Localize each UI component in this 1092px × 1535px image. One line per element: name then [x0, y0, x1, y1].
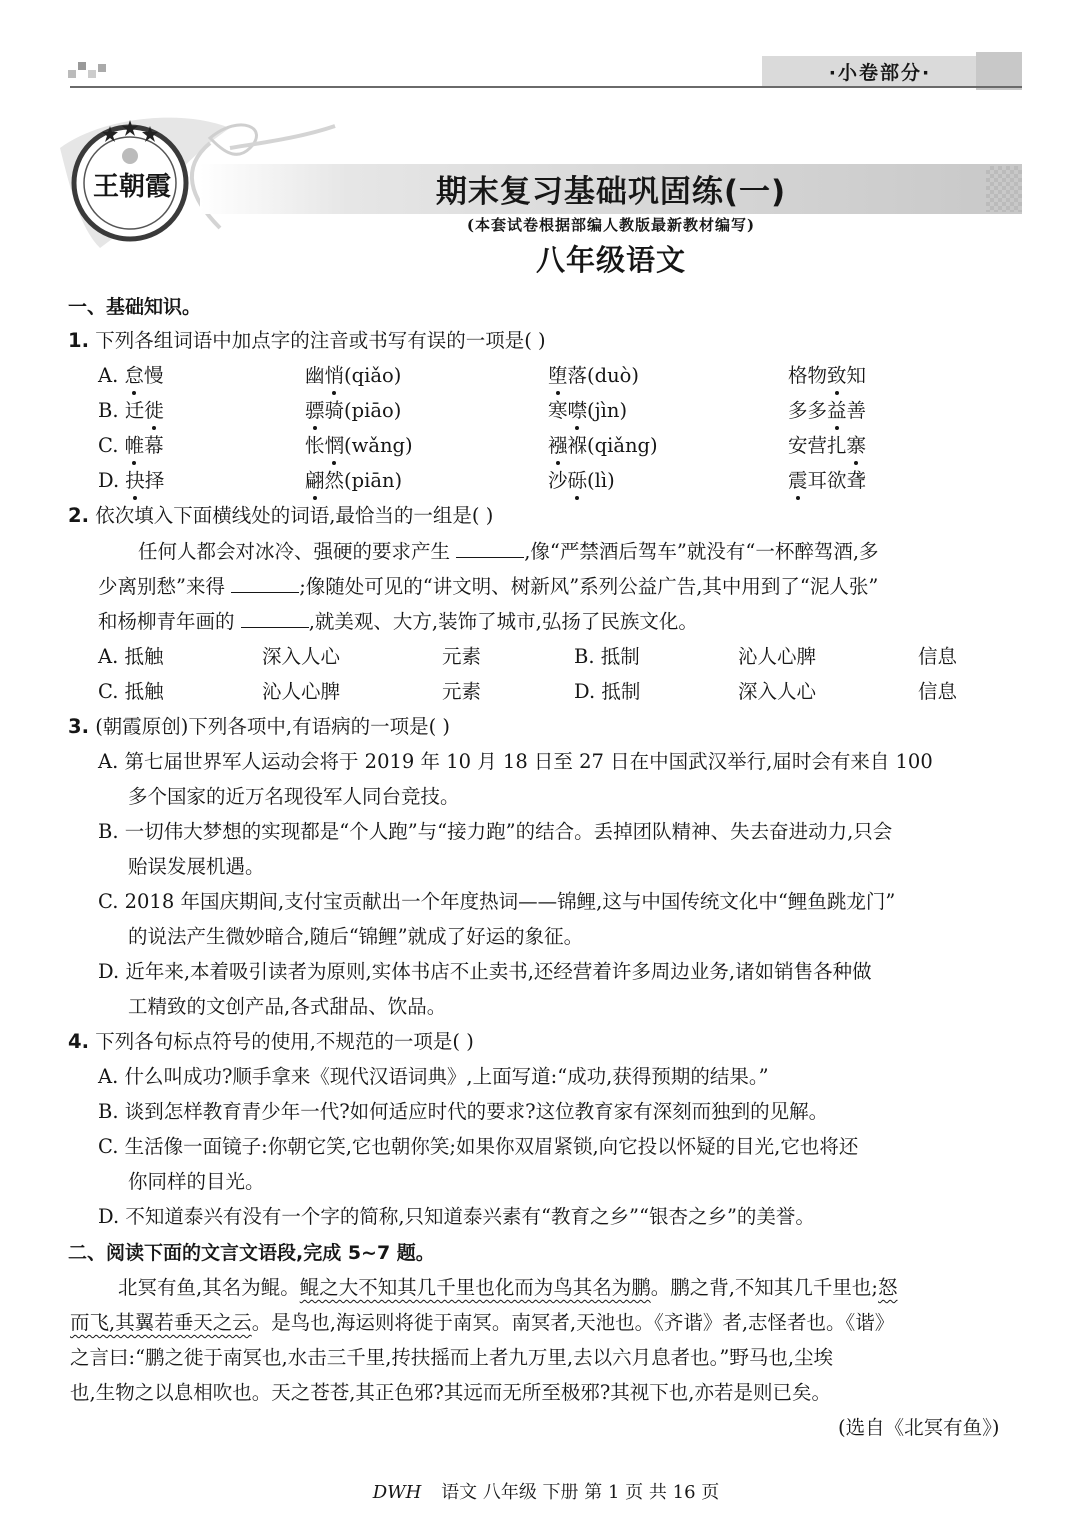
- section-heading-classical-reading: 二、阅读下面的文言文语段,完成 5~7 题。: [68, 1242, 435, 1264]
- q1-option-c-word1: C. 帷幕: [98, 430, 164, 458]
- q1-option-b-word2: 骠骑(piāo): [305, 395, 401, 423]
- q3-option-c-line-2: 的说法产生微妙暗合,随后“锦鲤”就成了好运的象征。: [128, 925, 584, 948]
- classical-text: 北冥有鱼,其名为鲲。: [118, 1276, 300, 1299]
- q4-option-d: D. 不知道泰兴有没有一个字的简称,只知道泰兴素有“教育之乡”“银杏之乡”的美誉。: [98, 1205, 815, 1228]
- q4-option-a: A. 什么叫成功?顺手拿来《现代汉语词典》,上面写道:“成功,获得预期的结果。”: [98, 1065, 769, 1088]
- q2-option-d-3: 信息: [918, 680, 958, 703]
- wavy-underlined-sentence: 怒: [878, 1276, 898, 1299]
- q2-passage-line-1: [138, 536, 879, 564]
- q2-passage-line-2: [98, 571, 878, 599]
- answer-blank: [231, 574, 299, 593]
- q4-option-b: B. 谈到怎样教育青少年一代?如何适应时代的要求?这位教育家有深刻而独到的见解。: [98, 1100, 829, 1123]
- classical-line-4: 也,生物之以息相吹也。天之苍苍,其正色邪?其远而无所至极邪?其视下也,亦若是则已矣。: [70, 1381, 832, 1404]
- q3-option-c-line-1: C. 2018 年国庆期间,支付宝贡献出一个年度热词——锦鲤,这与中国传统文化中“鲤鱼跳龙门”: [98, 890, 896, 913]
- passage-text: ,像“严禁酒后驾车”就没有“一杯醉驾酒,多: [524, 540, 879, 563]
- q1-option-c-word4: 安营扎寨: [788, 430, 866, 458]
- section-heading-basics: 一、基础知识。: [68, 296, 202, 318]
- q2-option-d-2: 深入人心: [738, 680, 817, 703]
- q3-option-a-line-1: A. 第七届世界军人运动会将于 2019 年 10 月 18 日至 27 日在中国武汉举行,届时会有来自 100: [98, 750, 933, 773]
- header-rule: [70, 86, 1022, 88]
- passage-text: 少离别愁”来得: [98, 575, 225, 598]
- classical-text: 。是鸟也,海运则将徙于南冥。南冥者,天池也。《齐谐》者,志怪者也。《谐》: [251, 1311, 895, 1334]
- footer-page-info: 语文 八年级 下册 第 1 页 共 16 页: [441, 1482, 720, 1503]
- q2-option-c-2: 沁人心脾: [262, 680, 341, 703]
- q1-option-a-word2: 幽悄(qiǎo): [305, 360, 401, 388]
- wavy-underlined-sentence: 鲲之大不知其几千里也化而为鸟其名为鹏: [299, 1276, 651, 1299]
- page-title: 期末复习基础巩固练(一): [435, 174, 787, 210]
- q1-option-b-word3: 寒噤(jìn): [548, 395, 627, 423]
- passage-text: 和杨柳青年画的: [98, 610, 235, 633]
- q3-option-a-line-2: 多个国家的近万名现役军人同台竞技。: [128, 785, 460, 808]
- q2-option-a-1: A. 抵触: [98, 645, 164, 668]
- page-footer: [0, 1478, 1092, 1504]
- q1-option-d-word4: 震耳欲聋: [788, 465, 866, 493]
- question-stem: 下列各组词语中加点字的注音或书写有误的一项是( ): [95, 329, 546, 352]
- question-2: [68, 500, 493, 528]
- classical-line-3: 之言曰:“鹏之徙于南冥也,水击三千里,抟扶摇而上者九万里,去以六月息者也。”野马也,尘埃: [70, 1346, 834, 1369]
- corner-decoration: [68, 62, 108, 84]
- q1-option-a-word4: 格物致知: [788, 360, 866, 388]
- q1-option-a-word3: 堕落(duò): [548, 360, 639, 388]
- classical-source: (选自《北冥有鱼》): [838, 1416, 1000, 1439]
- q3-option-b-line-1: B. 一切伟大梦想的实现都是“个人跑”与“接力跑”的结合。丢掉团队精神、失去奋进动力,只会: [98, 820, 893, 843]
- q1-option-b-word1: B. 迁徙: [98, 395, 164, 423]
- q1-option-d-word2: 翩然(piān): [305, 465, 402, 493]
- logo-text: 王朝霞: [92, 172, 171, 202]
- grade-subject-title: 八年级语文: [535, 243, 686, 277]
- question-stem: 下列各句标点符号的使用,不规范的一项是( ): [95, 1030, 474, 1053]
- q2-option-c-1: C. 抵触: [98, 680, 164, 703]
- header-tab-accent: [976, 52, 1022, 90]
- question-3: [68, 711, 450, 739]
- q3-option-d-line-2: 工精致的文创产品,各式甜品、饮品。: [128, 995, 447, 1018]
- passage-text: 任何人都会对冰冷、强硬的要求产生: [138, 540, 451, 563]
- q2-option-a-2: 深入人心: [262, 645, 341, 668]
- q2-passage-line-3: [98, 606, 698, 634]
- q2-option-b-3: 信息: [918, 645, 958, 668]
- answer-blank: [456, 539, 524, 558]
- q1-option-b-word4: 多多益善: [788, 395, 866, 423]
- q2-option-a-3: 元素: [442, 645, 482, 668]
- passage-text: ,就美观、大方,装饰了城市,弘扬了民族文化。: [308, 610, 698, 633]
- q2-option-d-1: D. 抵制: [574, 680, 641, 703]
- answer-blank: [241, 609, 309, 628]
- question-number: 1.: [68, 329, 89, 352]
- wavy-underlined-sentence: 而飞,其翼若垂天之云: [70, 1311, 252, 1334]
- q2-option-b-1: B. 抵制: [574, 645, 640, 668]
- q4-option-c-line-2: 你同样的目光。: [128, 1170, 265, 1193]
- question-stem: (朝霞原创)下列各项中,有语病的一项是( ): [95, 715, 451, 738]
- question-1: [68, 325, 546, 353]
- question-number: 3.: [68, 715, 89, 738]
- question-stem: 依次填入下面横线处的词语,最恰当的一组是( ): [95, 504, 494, 527]
- question-number: 2.: [68, 504, 89, 527]
- question-number: 4.: [68, 1030, 89, 1053]
- q1-option-c-word3: 襁褓(qiǎng): [548, 430, 658, 458]
- q2-option-c-3: 元素: [442, 680, 482, 703]
- footer-code: DWH: [372, 1482, 422, 1503]
- q1-option-d-word3: 沙砾(lì): [548, 465, 615, 493]
- classical-line-1: [118, 1272, 898, 1300]
- q4-option-c-line-1: C. 生活像一面镜子:你朝它笑,它也朝你笑;如果你双眉紧锁,向它投以怀疑的目光,它也将还: [98, 1135, 859, 1158]
- q2-option-b-2: 沁人心脾: [738, 645, 817, 668]
- q1-option-d-word1: D. 抉择: [98, 465, 164, 493]
- section-tab-label: ·小卷部分·: [828, 62, 932, 84]
- q3-option-d-line-1: D. 近年来,本着吸引读者为原则,实体书店不止卖书,还经营着许多周边业务,诸如销售各种做: [98, 960, 872, 983]
- classical-line-2: [70, 1307, 894, 1335]
- q3-option-b-line-2: 贻误发展机遇。: [128, 855, 265, 878]
- classical-text: 。鹏之背,不知其几千里也;: [650, 1276, 878, 1299]
- q1-option-c-word2: 怅惘(wǎng): [305, 430, 413, 458]
- question-4: [68, 1026, 474, 1054]
- page-subtitle: (本套试卷根据部编人教版最新教材编写): [466, 216, 756, 234]
- q1-option-a-word1: A. 怠慢: [98, 360, 164, 388]
- passage-text: ;像随处可见的“讲文明、树新风”系列公益广告,其中用到了“泥人张”: [299, 575, 879, 598]
